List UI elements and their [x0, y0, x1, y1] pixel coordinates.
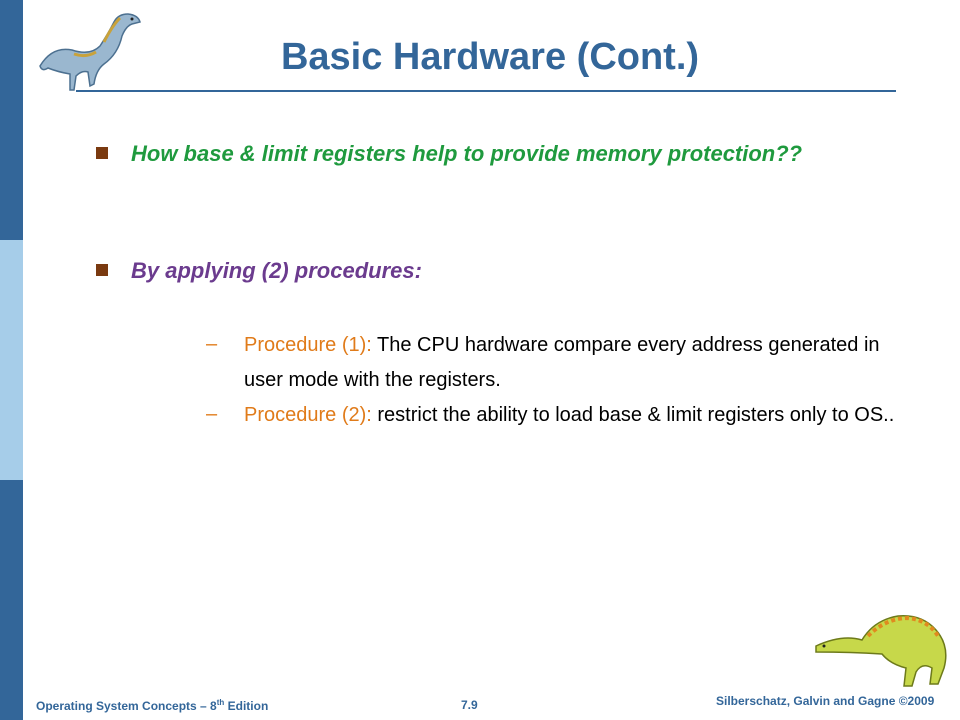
title-divider — [76, 90, 896, 92]
procedure-label: Procedure (2): — [244, 404, 372, 426]
footer-page-number: 7.9 — [461, 698, 478, 712]
procedure-label: Procedure (1): — [244, 334, 372, 356]
dinosaur-logo-icon — [34, 6, 150, 96]
sub-dash: – — [206, 333, 218, 355]
left-bar-top — [0, 0, 23, 240]
bullet-procedures: By applying (2) procedures: — [131, 258, 422, 283]
bullet-marker — [96, 264, 108, 276]
dinosaur-logo-icon — [812, 606, 958, 690]
bullet-marker — [96, 147, 108, 159]
sub-dash: – — [206, 403, 218, 425]
left-bar-bottom — [0, 480, 23, 720]
procedure-text: The CPU hardware compare every address generated in user mode with the registers. — [244, 334, 880, 391]
sub-item-procedure-2 — [244, 398, 904, 433]
procedure-text: restrict the ability to load base & limit registers only to OS.. — [371, 404, 895, 426]
footer-authors: Silberschatz, Galvin and Gagne ©2009 — [716, 694, 935, 708]
slide-title: Basic Hardware (Cont.) — [280, 36, 700, 78]
sub-item-procedure-1 — [244, 328, 904, 398]
left-bar-middle — [0, 240, 23, 480]
footer-book-title: Operating System Concepts – 8th Edition — [36, 698, 269, 713]
bullet-question: How base & limit registers help to provide memory protection?? — [131, 141, 803, 166]
